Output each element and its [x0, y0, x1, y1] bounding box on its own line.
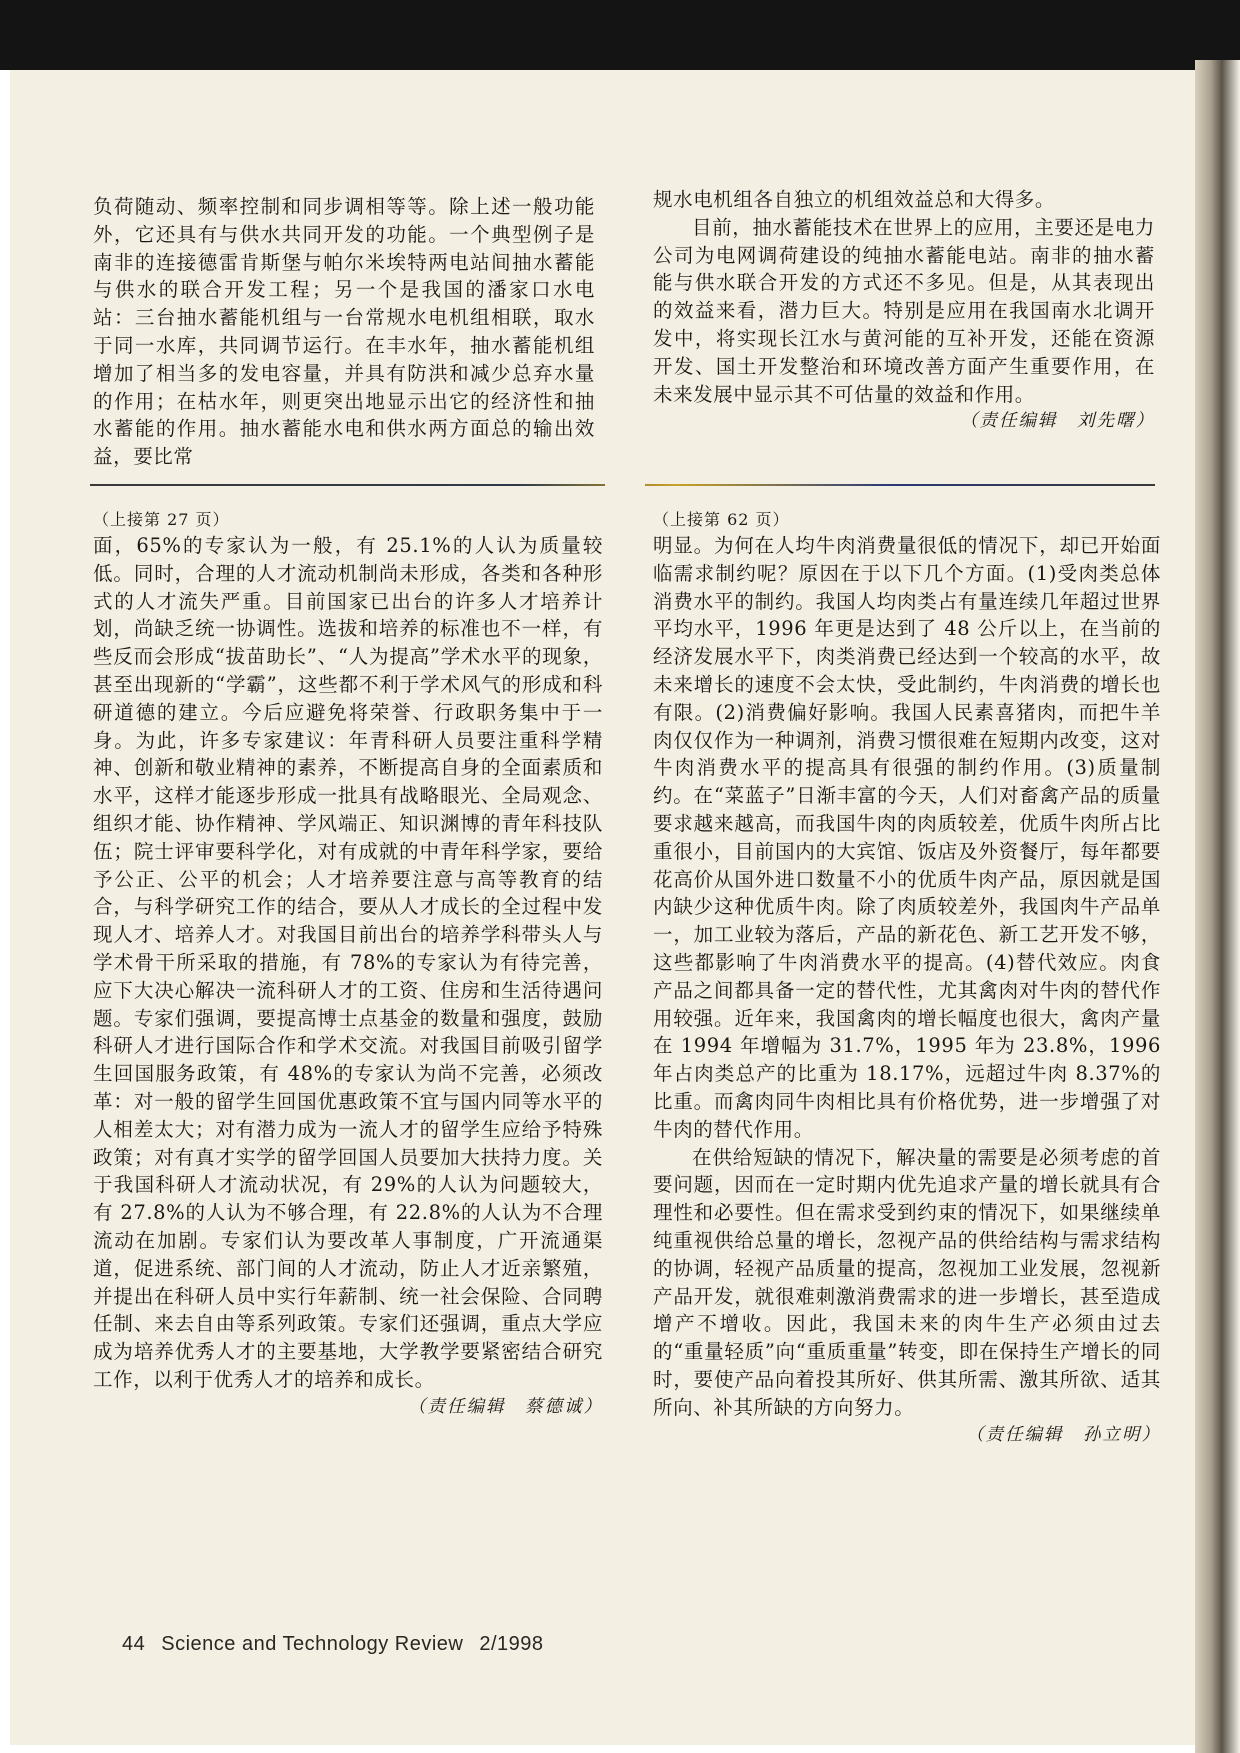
issue-number: 2/1998: [479, 1633, 544, 1655]
bottom-right-paragraph-1: 明显。为何在人均牛肉消费量很低的情况下，却已开始面临需求制约呢？原因在于以下几个方面。(1)受肉类总体消费水平的制约。我国人均肉类占有量连续几年超过世界平均水平，1996 年更是达到了 48 公斤以上，在当前的经济发展水平下，肉类消费已经达到一个较高的水平，故未来增长的速度不会太快，受此制约，牛肉消费的增长也有限。(2)消费偏好影响。我国人民素喜猪肉，而把牛羊肉仅仅作为一种调剂，消费习惯很难在短期内改变，这对牛肉消费水平的提高具有很强的制约作用。(3)质量制约。在“菜蓝子”日渐丰富的今天，人们对畜禽产品的质量要求越来越高，而我国牛肉的肉质较差，优质牛肉所占比重很小，目前国内的大宾馆、饭店及外资餐厅，每年都要花高价从国外进口数量不小的优质牛肉产品，原因就是国内缺少这种优质牛肉。除了肉质较差外，我国肉牛产品单一，加工业较为落后，产品的新花色、新工艺开发不够，这些都影响了牛肉消费水平的提高。(4)替代效应。肉食产品之间都具备一定的替代性，尤其禽肉对牛肉的替代作用较强。近年来，我国禽肉的增长幅度也很大，禽肉产量在 1994 年增幅为 31.7%，1995 年为 23.8%，1996 年占肉类总产的比重为 18.17%，远超过牛肉 8.37%的比重。而禽肉同牛肉相比具有价格优势，进一步增强了对牛肉的替代作用。: [653, 534, 1161, 1141]
top-right-paragraph-1: 规水电机组各自独立的机组效益总和大得多。: [653, 188, 1056, 211]
journal-name: Science and Technology Review: [161, 1633, 464, 1655]
page-footer: [122, 1633, 560, 1656]
editor-credit: （责任编辑 蔡德诚）: [408, 1396, 603, 1417]
editor-credit: （责任编辑 孙立明）: [966, 1424, 1161, 1445]
bottom-right-column: [653, 508, 1161, 1449]
divider-gap: [605, 480, 645, 490]
bottom-left-column: [93, 508, 603, 1422]
top-left-paragraph: 负荷随动、频率控制和同步调相等等。除上述一般功能外，它还具有与供水共同开发的功能。一个典型例子是南非的连接德雷肯斯堡与帕尔米埃特两电站间抽水蓄能与供水的联合开发工程；另一个是我国的潘家口水电站：三台抽水蓄能机组与一台常规水电机组相联，取水于同一水库，共同调节运行。在丰水年，抽水蓄能机组增加了相当多的发电容量，并具有防洪和减少总弃水量的作用；在枯水年，则更突出地显示出它的经济性和抽水蓄能的作用。抽水蓄能水电和供水两方面总的输出效益，要比常: [93, 195, 595, 469]
page-edge-shadow: [1195, 60, 1240, 1753]
scan-top-band: [0, 0, 1240, 70]
bottom-left-paragraph: 面，65%的专家认为一般，有 25.1%的人认为质量较低。同时，合理的人才流动机制尚未形成，各类和各种形式的人才流失严重。目前国家已出台的许多人才培养计划，尚缺乏统一协调性。选拔和培养的标准也不一样，有些反而会形成“拔苗助长”、“人为提高”学术水平的现象，甚至出现新的“学霸”，这些都不利于学术风气的形成和科研道德的建立。今后应避免将荣誉、行政职务集中于一身。为此，许多专家建议：年青科研人员要注重科学精神、创新和敬业精神的素养，不断提高自身的全面素质和水平，这样才能逐步形成一批具有战略眼光、全局观念、组织才能、协作精神、学风端正、知识渊博的青年科技队伍；院士评审要科学化，对有成就的中青年科学家，要给予公正、公平的机会；人才培养要注意与高等教育的结合，与科学研究工作的结合，要从人才成长的全过程中发现人才、培养人才。对我国目前出台的培养学科带头人与学术骨干所采取的措施，有 78%的专家认为有待完善，应下大决心解决一流科研人才的工资、住房和生活待遇问题。专家们强调，要提高博士点基金的数量和强度，鼓励科研人才进行国际合作和学术交流。对我国目前吸引留学生回国服务政策，有 48%的专家认为尚不完善，必须改革：对一般的留学生回国优惠政策不宜与国内同等水平的人相差太大；对有潜力成为一流人才的留学生应给予特殊政策；对有真才实学的留学回国人员要加大扶持力度。关于我国科研人才流动状况，有 29%的人认为问题较大，有 27.8%的人认为不够合理，有 22.8%的人认为不合理流动在加剧。专家们认为要改革人事制度，广开流通渠道，促进系统、部门间的人才流动，防止人才近亲繁殖，并提出在科研人员中实行年薪制、统一社会保险、合同聘任制、来去自由等系列政策。专家们还强调，重点大学应成为培养优秀人才的主要基地，大学教学要紧密结合研究工作，以利于优秀人才的培养和成长。: [93, 534, 603, 1391]
editor-credit: （责任编辑 刘先曙）: [960, 411, 1155, 432]
top-left-column: [93, 193, 595, 471]
top-right-paragraph-2: 目前，抽水蓄能技术在世界上的应用，主要还是电力公司为电网调荷建设的纯抽水蓄能电站。南非的抽水蓄能与供水联合开发的方式还不多见。但是，从其表现出的效益来看，潜力巨大。特别是应用在我国南水北调开发中，将实现长江水与黄河能的互补开发，还能在资源开发、国土开发整治和环境改善方面产生重要作用，在未来发展中显示其不可估量的效益和作用。: [653, 215, 1155, 406]
continued-from-note: （上接第 62 页）: [653, 510, 790, 529]
bottom-right-paragraph-2: 在供给短缺的情况下，解决量的需要是必须考虑的首要问题，因而在一定时期内优先追求产量的增长就具有合理性和必要性。但在需求受到约束的情况下，如果继续单纯重视供给总量的增长，忽视产品的供给结构与需求结构的协调，轻视产品质量的提高，忽视加工业发展，忽视新产品开发，就很难刺激消费需求的进一步增长，甚至造成增产不增收。因此，我国未来的肉牛生产必须由过去的“重量轻质”向“重质重量”转变，即在保持生产增长的同时，要使产品向着投其所好、供其所需、激其所欲、适其所向、补其所缺的方向努力。: [653, 1145, 1161, 1419]
continued-from-note: （上接第 27 页）: [93, 510, 230, 529]
top-right-column: [653, 186, 1155, 436]
page-number: 44: [122, 1633, 146, 1655]
